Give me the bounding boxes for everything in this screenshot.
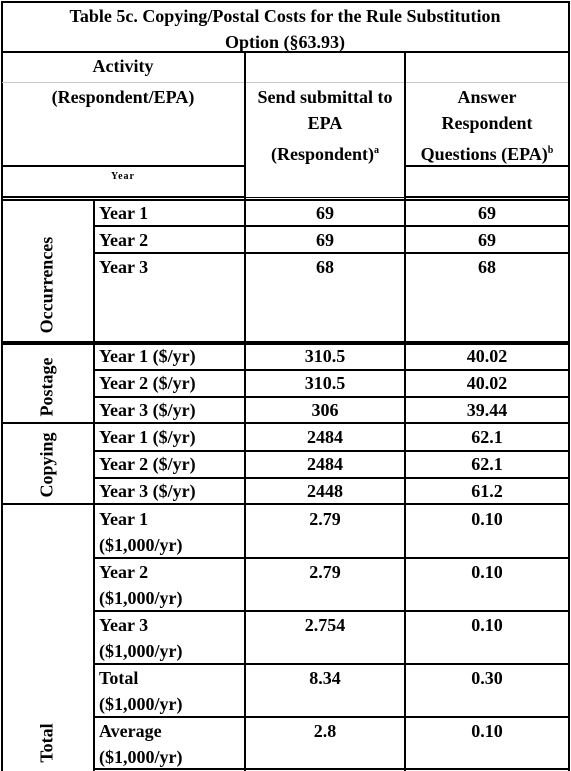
cell-col2: 0.10	[471, 615, 503, 635]
row-label: Average	[99, 721, 162, 741]
footnote-b: b	[547, 145, 554, 156]
group-label-occurrences: Occurrences	[36, 236, 57, 334]
table-title-line1: Table 5c. Copying/Postal Costs for the Rule Substitution	[69, 6, 501, 26]
cell-col2: 40.02	[466, 346, 508, 366]
row-label: Total	[99, 668, 139, 688]
cell-col2: 0.10	[471, 721, 503, 741]
cell-col2: 69	[478, 230, 496, 250]
row-label: Year 2 ($/yr)	[99, 373, 196, 393]
row-label: Year 2 ($/yr)	[99, 454, 196, 474]
group-col-divider	[93, 199, 95, 771]
col2-header-line3: Questions (EPA)$^b$	[420, 144, 554, 164]
cell-col1: 2.79	[309, 562, 341, 582]
row-label: Year 1 ($/yr)	[99, 346, 196, 366]
cell-col1: 2484	[307, 454, 343, 474]
group-label-postage: Postage	[36, 357, 57, 417]
cell-col2: 0.10	[471, 509, 503, 529]
row-label: Year 2	[99, 230, 149, 250]
row-label: Year 1	[99, 203, 149, 223]
header-divider	[1, 165, 245, 167]
cell-col1: 306	[311, 400, 339, 420]
row-label: Year 2	[99, 562, 149, 582]
cell-col2: 62.1	[471, 454, 503, 474]
row-label-unit: ($1,000/yr)	[99, 641, 183, 661]
row-label: Year 3 ($/yr)	[99, 400, 196, 420]
col2-header-line1: Answer	[457, 87, 517, 107]
activity-guide-line	[2, 82, 568, 83]
cell-col2: 61.2	[471, 481, 503, 501]
row-label: Year 3	[99, 615, 149, 635]
cell-col2: 0.10	[471, 562, 503, 582]
cell-col1: 310.5	[304, 373, 346, 393]
cell-col1: 68	[316, 257, 334, 277]
row-label: Year 3	[99, 257, 149, 277]
cell-col2: 39.44	[466, 400, 508, 420]
col1-header-line3: (Respondent)$^a$	[270, 144, 379, 164]
row-label-unit: ($1,000/yr)	[99, 694, 183, 714]
cell-col2: 68	[478, 257, 496, 277]
cell-col2: 62.1	[471, 427, 503, 447]
year-subheader: Year	[111, 171, 135, 182]
respondent-epa-header: (Respondent/EPA)	[51, 87, 195, 107]
table-right-border	[568, 1, 570, 771]
table-title-line2: Option (§63.93)	[224, 32, 345, 52]
year-row-bottom-mid	[245, 197, 405, 198]
activity-header: Activity	[92, 56, 154, 76]
year-row-bottom	[1, 196, 245, 198]
col2-header-line2: Respondent	[441, 113, 533, 133]
cell-col2: 0.30	[471, 668, 503, 688]
cell-col1: 69	[316, 203, 334, 223]
cell-col1: 2.754	[304, 615, 346, 635]
row-label: Year 1	[99, 509, 149, 529]
cell-col1: 2484	[307, 427, 343, 447]
col1-header-line2: EPA	[307, 113, 343, 133]
cell-col1: 2.8	[313, 721, 337, 741]
row-label-unit: ($1,000/yr)	[99, 588, 183, 608]
cell-col1: 8.34	[309, 668, 341, 688]
cell-col1: 2448	[307, 481, 343, 501]
cell-col2: 40.02	[466, 373, 508, 393]
row-label: Year 3 ($/yr)	[99, 481, 196, 501]
cell-col1: 69	[316, 230, 334, 250]
col1-header-line1: Send submittal to	[257, 87, 393, 107]
footnote-a: a	[374, 145, 379, 156]
group-label-copying: Copying	[36, 432, 57, 498]
table-left-border	[1, 1, 3, 771]
row-label-unit: ($1,000/yr)	[99, 747, 183, 767]
group-label-total: Total	[36, 723, 57, 763]
cell-col2: 69	[478, 203, 496, 223]
year-row-bottom-right	[405, 196, 570, 198]
cell-col1: 2.79	[309, 509, 341, 529]
row-label-unit: ($1,000/yr)	[99, 535, 183, 555]
cell-col1: 310.5	[304, 346, 346, 366]
row-label: Year 1 ($/yr)	[99, 427, 196, 447]
